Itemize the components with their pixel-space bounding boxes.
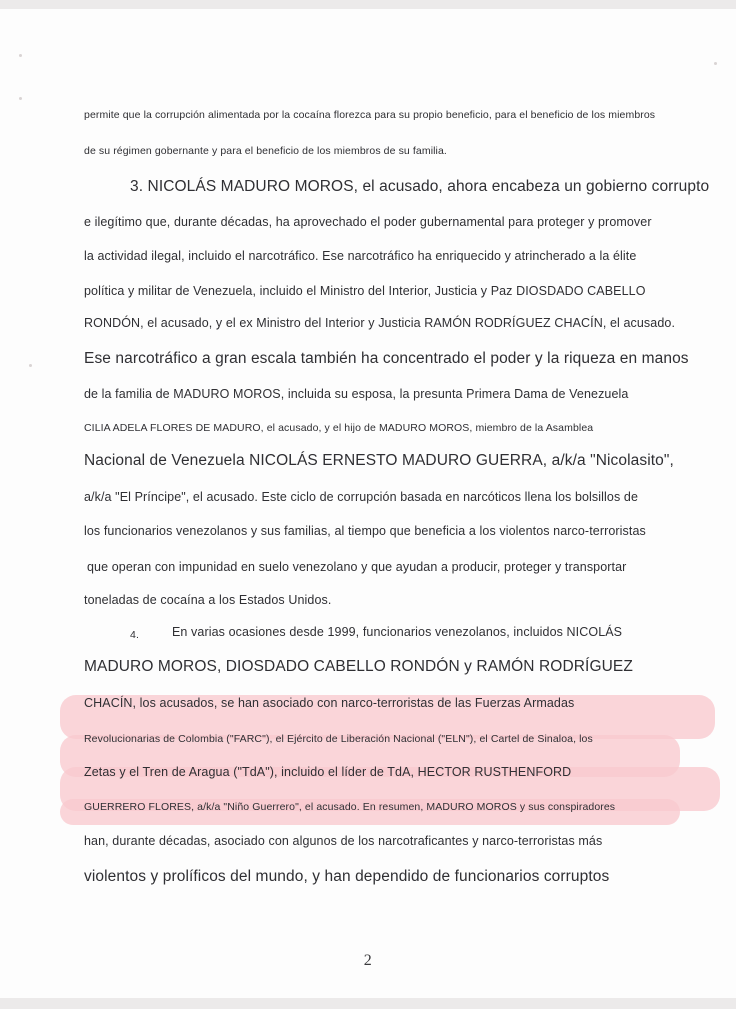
page-number: 2 bbox=[363, 952, 373, 969]
document-line: que operan con impunidad en suelo venezolano y que ayudan a producir, proteger y transportar bbox=[87, 560, 627, 574]
document-line: Revolucionarias de Colombia ("FARC"), el Ejército de Liberación Nacional ("ELN"), el Cartel de Sinaloa, los bbox=[84, 733, 593, 745]
page-sheet bbox=[0, 9, 736, 998]
page-top-margin-strip bbox=[0, 0, 736, 9]
document-line: de la familia de MADURO MOROS, incluida su esposa, la presunta Primera Dama de Venezuela bbox=[84, 387, 629, 401]
document-line: han, durante décadas, asociado con algunos de los narcotraficantes y narco-terroristas más bbox=[84, 834, 603, 848]
document-line: RONDÓN, el acusado, y el ex Ministro del Interior y Justicia RAMÓN RODRÍGUEZ CHACÍN, el acusado. bbox=[84, 316, 676, 330]
document-line: 3. NICOLÁS MADURO MOROS, el acusado, ahora encabeza un gobierno corrupto bbox=[130, 178, 710, 195]
scan-speck bbox=[29, 364, 32, 367]
scan-speck bbox=[19, 54, 22, 57]
document-line: la actividad ilegal, incluido el narcotráfico. Ese narcotráfico ha enriquecido y atrincherado a la élite bbox=[84, 249, 637, 263]
document-line: Zetas y el Tren de Aragua ("TdA"), incluido el líder de TdA, HECTOR RUSTHENFORD bbox=[84, 765, 572, 779]
document-line: los funcionarios venezolanos y sus familias, al tiempo que beneficia a los violentos narco-terroristas bbox=[84, 524, 646, 538]
scan-speck bbox=[714, 62, 717, 65]
document-line: CHACÍN, los acusados, se han asociado con narco-terroristas de las Fuerzas Armadas bbox=[84, 696, 575, 710]
document-line: Ese narcotráfico a gran escala también ha concentrado el poder y la riqueza en manos bbox=[84, 350, 689, 367]
document-line: Nacional de Venezuela NICOLÁS ERNESTO MADURO GUERRA, a/k/a "Nicolasito", bbox=[84, 452, 674, 469]
document-line: MADURO MOROS, DIOSDADO CABELLO RONDÓN y RAMÓN RODRÍGUEZ bbox=[84, 658, 633, 675]
document-line: GUERRERO FLORES, a/k/a "Niño Guerrero", el acusado. En resumen, MADURO MOROS y sus conspiradores bbox=[84, 801, 616, 813]
document-line: 4. bbox=[130, 629, 139, 641]
document-line: política y militar de Venezuela, incluido el Ministro del Interior, Justicia y Paz DIOSDADO CABELLO bbox=[84, 284, 646, 298]
scan-speck bbox=[19, 97, 22, 100]
document-line: de su régimen gobernante y para el beneficio de los miembros de su familia. bbox=[84, 145, 447, 157]
document-line: violentos y prolíficos del mundo, y han dependido de funcionarios corruptos bbox=[84, 868, 610, 885]
document-line: toneladas de cocaína a los Estados Unidos. bbox=[84, 593, 332, 607]
document-line: a/k/a "El Príncipe", el acusado. Este ciclo de corrupción basada en narcóticos llena los bolsillos de bbox=[84, 490, 638, 504]
document-line: e ilegítimo que, durante décadas, ha aprovechado el poder gubernamental para proteger y promover bbox=[84, 215, 652, 229]
document-line: permite que la corrupción alimentada por la cocaína florezca para su propio beneficio, para el beneficio de los miembros bbox=[84, 109, 656, 121]
document-line: En varias ocasiones desde 1999, funcionarios venezolanos, incluidos NICOLÁS bbox=[172, 625, 623, 639]
page-bottom-margin-strip bbox=[0, 998, 736, 1009]
document-line: CILIA ADELA FLORES DE MADURO, el acusado, y el hijo de MADURO MOROS, miembro de la Asamblea bbox=[84, 422, 594, 434]
